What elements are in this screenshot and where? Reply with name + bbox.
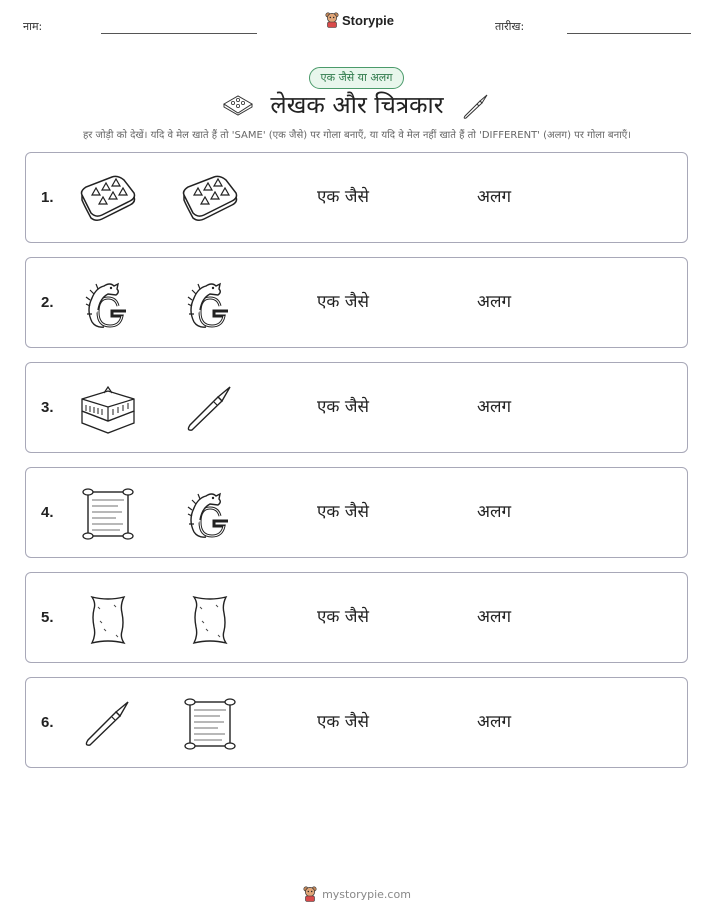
- worksheet-type-badge: एक जैसे या अलग: [309, 67, 404, 89]
- parchment-icon: [78, 591, 138, 647]
- question-number: 6.: [41, 714, 54, 731]
- name-label: नाम:: [23, 20, 43, 33]
- same-option[interactable]: एक जैसे: [317, 397, 369, 417]
- footer-website: mystorypie.com: [322, 887, 411, 901]
- question-number: 4.: [41, 504, 54, 521]
- question-number: 1.: [41, 189, 54, 206]
- museum-building-icon-graphic: [78, 381, 138, 437]
- question-row: [25, 677, 688, 768]
- scroll-icon-graphic: [180, 696, 240, 752]
- same-option[interactable]: एक जैसे: [317, 712, 369, 732]
- question-number: 5.: [41, 609, 54, 626]
- page-title: लेखक और चित्रकार: [270, 91, 444, 119]
- question-row: [25, 152, 688, 243]
- scroll-icon-graphic: [78, 486, 138, 542]
- different-option[interactable]: अलग: [477, 607, 512, 627]
- dragon-letter-icon: [180, 486, 240, 542]
- paint-palette-icon-graphic: [78, 171, 138, 227]
- date-label: तारीख:: [495, 20, 525, 33]
- paint-palette-icon: [180, 171, 240, 227]
- scroll-icon: [180, 696, 240, 752]
- footer: [0, 886, 714, 902]
- dragon-letter-icon-graphic: [78, 276, 138, 332]
- parchment-icon-graphic: [78, 591, 138, 647]
- brand-name: Storypie: [342, 12, 395, 28]
- dragon-letter-icon-graphic: [180, 276, 240, 332]
- different-option[interactable]: अलग: [477, 292, 512, 312]
- same-option[interactable]: एक जैसे: [317, 607, 369, 627]
- paint-palette-icon: [78, 171, 138, 227]
- dragon-letter-icon: [78, 276, 138, 332]
- bear-mascot-icon: [303, 886, 317, 902]
- different-option[interactable]: अलग: [477, 712, 512, 732]
- question-number: 3.: [41, 399, 54, 416]
- scroll-icon: [78, 486, 138, 542]
- bear-mascot-icon: [325, 12, 339, 28]
- brand-logo: [325, 12, 394, 28]
- instructions-text: हर जोड़ी को देखें। यदि वे मेल खाते हैं तो 'SAME' (एक जैसे) पर गोला बनाएँ, या यदि वे मेल नहीं खाते हैं तो 'DIFFERENT' (अलग) पर गोला बनाएँ।: [82, 130, 632, 141]
- question-row: [25, 257, 688, 348]
- dragon-letter-icon-graphic: [180, 486, 240, 542]
- paint-palette-icon-graphic: [180, 171, 240, 227]
- paintbrush-icon-graphic: [180, 381, 240, 437]
- parchment-icon-graphic: [180, 591, 240, 647]
- date-field[interactable]: [567, 33, 691, 34]
- paintbrush-icon-graphic: [78, 696, 138, 752]
- same-option[interactable]: एक जैसे: [317, 187, 369, 207]
- paintbrush-icon: [460, 92, 490, 122]
- dragon-letter-icon: [180, 276, 240, 332]
- name-field[interactable]: [101, 33, 257, 34]
- paintbrush-icon: [78, 696, 138, 752]
- question-row: [25, 467, 688, 558]
- same-option[interactable]: एक जैसे: [317, 292, 369, 312]
- question-row: [25, 572, 688, 663]
- different-option[interactable]: अलग: [477, 397, 512, 417]
- question-number: 2.: [41, 294, 54, 311]
- different-option[interactable]: अलग: [477, 502, 512, 522]
- question-row: [25, 362, 688, 453]
- paintbrush-icon: [180, 381, 240, 437]
- different-option[interactable]: अलग: [477, 187, 512, 207]
- parchment-icon: [180, 591, 240, 647]
- same-option[interactable]: एक जैसे: [317, 502, 369, 522]
- museum-building-icon: [78, 381, 138, 437]
